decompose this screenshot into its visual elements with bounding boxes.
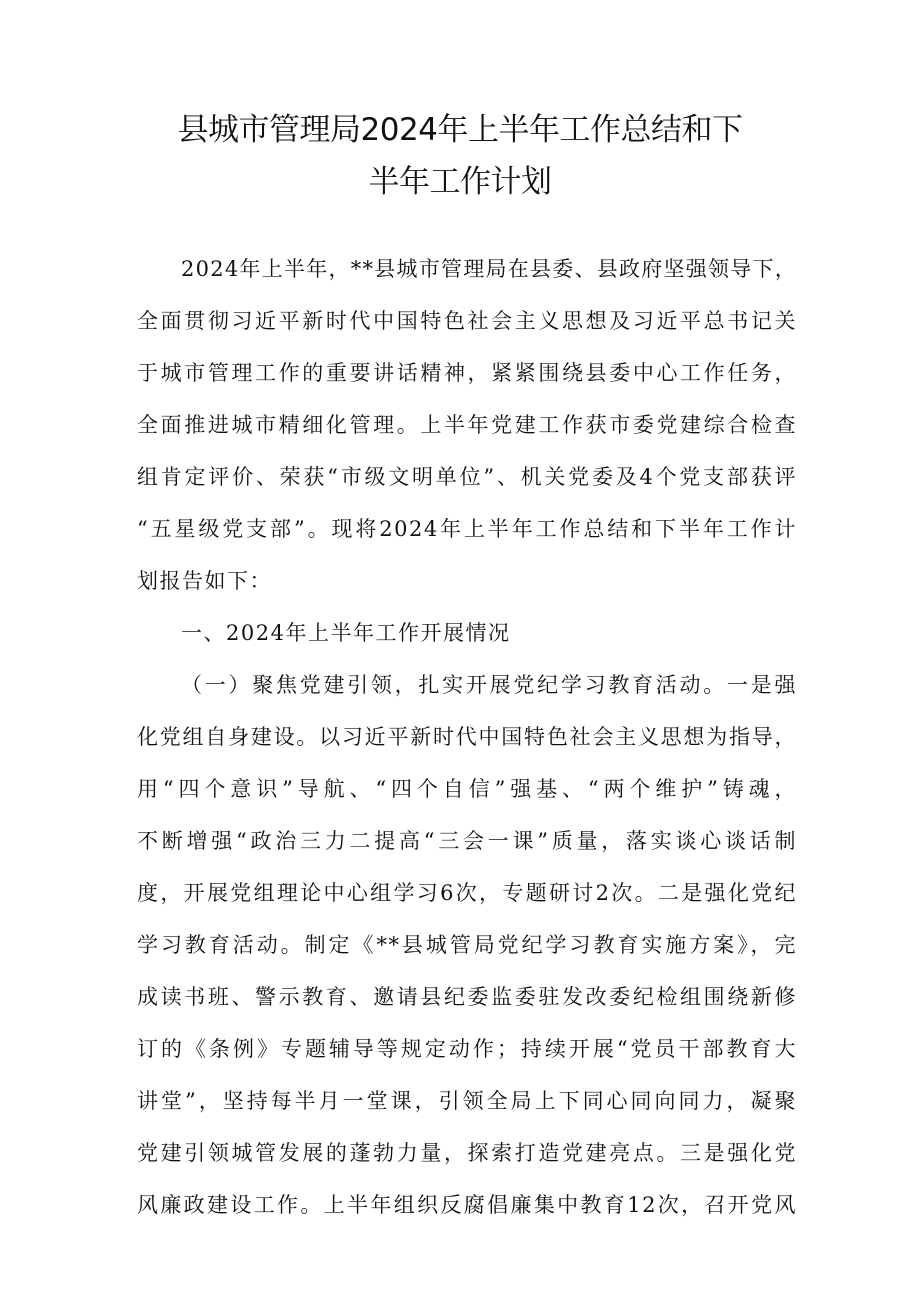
text-line: 风廉政建设工作。上半年组织反腐倡廉集中教育12次，召开党风 bbox=[137, 1193, 797, 1217]
text-line: 讲堂”，坚持每半月一堂课，引领全局上下同心同向同力，凝聚 bbox=[137, 1089, 797, 1113]
document-title-line-2: 半年工作计划 bbox=[368, 164, 552, 200]
text-line: 学习教育活动。制定《**县城管局党纪学习教育实施方案》，完 bbox=[137, 933, 797, 957]
text-line: “五星级党支部”。现将2024年上半年工作总结和下半年工作计 bbox=[137, 517, 797, 541]
document-title-line-1: 县城市管理局2024年上半年工作总结和下 bbox=[177, 112, 743, 148]
text-line: 划报告如下： bbox=[137, 569, 272, 593]
text-line: 全面贯彻习近平新时代中国特色社会主义思想及习近平总书记关 bbox=[137, 309, 797, 333]
text-line: 2024年上半年，**县城市管理局在县委、县政府坚强领导下， bbox=[181, 257, 797, 281]
text-line: 不断增强“政治三力二提高“三会一课”质量，落实谈心谈话制 bbox=[137, 829, 797, 853]
paragraph-intro bbox=[137, 243, 797, 607]
text-line: 成读书班、警示教育、邀请县纪委监委驻发改委纪检组围绕新修 bbox=[137, 985, 797, 1009]
text-line: 全面推进城市精细化管理。上半年党建工作获市委党建综合检查 bbox=[137, 413, 797, 437]
section-heading-text: 一、2024年上半年工作开展情况 bbox=[181, 621, 511, 645]
text-line: 于城市管理工作的重要讲话精神，紧紧围绕县委中心工作任务， bbox=[137, 361, 797, 385]
section-heading-1 bbox=[137, 607, 797, 659]
text-line: 度，开展党组理论中心组学习6次，专题研讨2次。二是强化党纪 bbox=[137, 881, 797, 905]
text-line: 订的《条例》专题辅导等规定动作；持续开展“党员干部教育大 bbox=[137, 1037, 797, 1061]
text-line: （一）聚焦党建引领，扎实开展党纪学习教育活动。一是强 bbox=[181, 673, 797, 697]
text-line: 党建引领城管发展的蓬勃力量，探索打造党建亮点。三是强化党 bbox=[137, 1141, 797, 1165]
paragraph-section-1-1 bbox=[137, 659, 797, 1231]
text-line: 用“四个意识”导航、“四个自信”强基、“两个维护”铸魂， bbox=[137, 777, 797, 801]
text-line: 化党组自身建设。以习近平新时代中国特色社会主义思想为指导， bbox=[137, 725, 797, 749]
text-line: 组肯定评价、荣获“市级文明单位”、机关党委及4个党支部获评 bbox=[137, 465, 797, 489]
